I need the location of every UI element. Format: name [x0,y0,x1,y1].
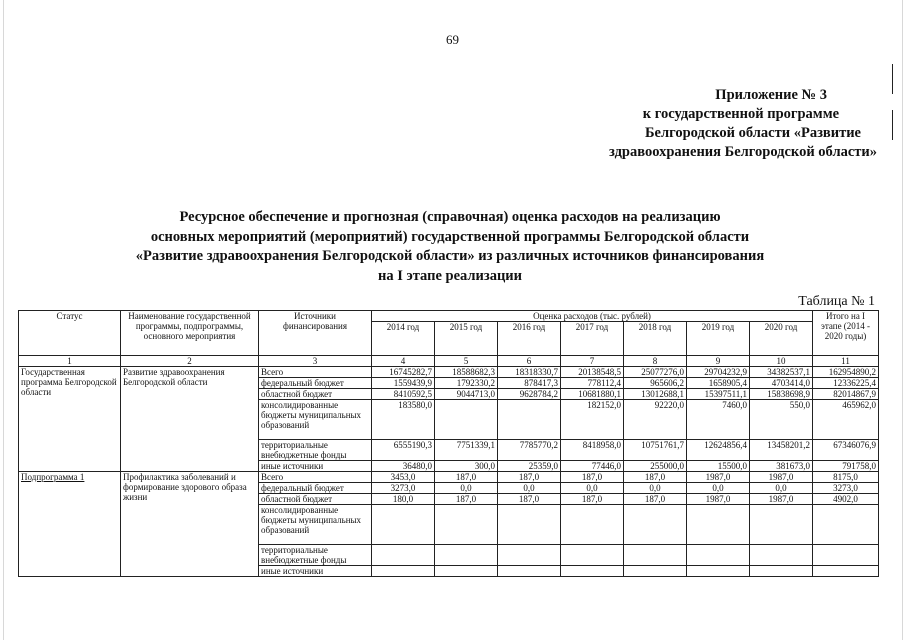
cell-value: 13458201,2 [750,440,813,461]
column-number: 11 [813,356,879,367]
cell-source: областной бюджет [259,494,372,505]
cell-value [813,545,879,566]
cell-source: территориальные внебюджетные фонды [259,545,372,566]
cell-value: 7785770,2 [498,440,561,461]
appendix-header [557,86,877,162]
cell-value [561,545,624,566]
cell-value: 7751339,1 [435,440,498,461]
cell-value: 8418958,0 [561,440,624,461]
cell-value: 9044713,0 [435,389,498,400]
cell-value: 1792330,2 [435,378,498,389]
cell-value: 8175,0 [813,472,879,483]
header-year: 2017 год [561,322,624,356]
cell-value: 10681880,1 [561,389,624,400]
column-number: 2 [121,356,259,367]
appendix-line: здравоохранения Белгородской области» [609,144,877,160]
scan-edge-right [902,0,903,640]
cell-value: 965606,2 [624,378,687,389]
cell-value: 187,0 [624,472,687,483]
cell-value [498,566,561,577]
cell-value: 1658905,4 [687,378,750,389]
cell-value [372,566,435,577]
appendix-line: к государственной программе [642,106,839,122]
cell-value: 778112,4 [561,378,624,389]
table-label: Таблица № 1 [798,294,875,309]
cell-value: 20138548,5 [561,367,624,378]
cell-value: 1987,0 [687,472,750,483]
table-row [19,472,879,483]
cell-value: 34382537,1 [750,367,813,378]
header-total: Итого на I этапе (2014 - 2020 годы) [813,311,879,356]
title-line: основных мероприятий (мероприятий) государственной программы Белгородской области [150,228,750,245]
cell-value: 187,0 [435,472,498,483]
cell-source: иные источники [259,566,372,577]
cell-value [561,566,624,577]
scan-mark [892,64,893,94]
cell-value: 29704232,9 [687,367,750,378]
cell-value: 878417,3 [498,378,561,389]
header-status: Статус [19,311,121,356]
cell-value: 15838698,9 [750,389,813,400]
column-number: 5 [435,356,498,367]
cell-value: 465962,0 [813,400,879,440]
cell-value: 18318330,7 [498,367,561,378]
cell-value: 0,0 [561,483,624,494]
cell-source: иные источники [259,461,372,472]
cell-value: 18588682,3 [435,367,498,378]
title-line: Ресурсное обеспечение и прогнозная (справочная) оценка расходов на реализацию [179,209,721,225]
cell-value [624,566,687,577]
cell-value [435,566,498,577]
cell-value: 0,0 [624,483,687,494]
column-number: 1 [19,356,121,367]
cell-source: территориальные внебюджетные фонды [259,440,372,461]
column-number: 10 [750,356,813,367]
title-line: «Развитие здравоохранения Белгородской области» из различных источников финансирования [135,248,765,264]
header-estimate: Оценка расходов (тыс. рублей) [372,311,813,322]
cell-source: консолидированные бюджеты муниципальных образований [259,505,372,545]
scan-mark [892,110,893,140]
cell-value: 187,0 [498,472,561,483]
cell-value [624,545,687,566]
column-number: 4 [372,356,435,367]
scan-edge-left [3,0,4,640]
cell-value: 13012688,1 [624,389,687,400]
cell-value: 15397511,1 [687,389,750,400]
cell-value: 7460,0 [687,400,750,440]
cell-value [435,545,498,566]
cell-source: федеральный бюджет [259,378,372,389]
cell-value: 25359,0 [498,461,561,472]
cell-value: 183580,0 [372,400,435,440]
cell-value [813,505,879,545]
header-year: 2016 год [498,322,561,356]
cell-value: 12336225,4 [813,378,879,389]
cell-value: 8410592,5 [372,389,435,400]
cell-value [372,545,435,566]
cell-source: областной бюджет [259,389,372,400]
cell-value: 36480,0 [372,461,435,472]
cell-value [435,505,498,545]
cell-value: 187,0 [498,494,561,505]
cell-value: 82014867,9 [813,389,879,400]
cell-source: консолидированные бюджеты муниципальных образований [259,400,372,440]
cell-source: Всего [259,472,372,483]
cell-value: 3273,0 [813,483,879,494]
cell-value: 162954890,2 [813,367,879,378]
cell-name: Профилактика заболеваний и формирование здорового образа жизни [121,472,259,577]
appendix-line: Белгородской области «Развитие [644,125,861,141]
cell-value [750,505,813,545]
cell-value: 4902,0 [813,494,879,505]
column-number: 3 [259,356,372,367]
table-row [19,367,879,378]
cell-source: Всего [259,367,372,378]
cell-value: 187,0 [624,494,687,505]
header-year: 2014 год [372,322,435,356]
cell-value: 0,0 [687,483,750,494]
cell-value [750,545,813,566]
cell-value: 0,0 [498,483,561,494]
cell-value [561,505,624,545]
cell-value [435,400,498,440]
cell-value: 187,0 [561,472,624,483]
cell-value: 0,0 [435,483,498,494]
appendix-number: Приложение № 3 [715,87,827,103]
header-name: Наименование государственной программы, подпрограммы, основного мероприятия [121,311,259,356]
cell-value: 67346076,9 [813,440,879,461]
title-line: на I этапе реализации [377,267,523,284]
cell-value: 381673,0 [750,461,813,472]
header-year: 2015 год [435,322,498,356]
cell-value [750,566,813,577]
cell-value: 1559439,9 [372,378,435,389]
header-year: 2019 год [687,322,750,356]
cell-source: федеральный бюджет [259,483,372,494]
cell-value: 16745282,7 [372,367,435,378]
document-title [100,208,800,286]
column-number: 7 [561,356,624,367]
cell-value: 12624856,4 [687,440,750,461]
cell-value: 187,0 [561,494,624,505]
cell-value: 92220,0 [624,400,687,440]
cell-value: 0,0 [750,483,813,494]
resource-table [18,310,879,577]
cell-value: 9628784,2 [498,389,561,400]
cell-value [498,545,561,566]
cell-value: 255000,0 [624,461,687,472]
cell-value [813,566,879,577]
cell-value: 25077276,0 [624,367,687,378]
cell-value: 182152,0 [561,400,624,440]
cell-value: 180,0 [372,494,435,505]
cell-value: 15500,0 [687,461,750,472]
cell-value [624,505,687,545]
cell-value [498,400,561,440]
cell-value: 3273,0 [372,483,435,494]
header-sources: Источники финансирования [259,311,372,356]
column-number: 6 [498,356,561,367]
header-year: 2020 год [750,322,813,356]
page-number: 69 [446,32,459,47]
cell-value: 1987,0 [687,494,750,505]
cell-name: Развитие здравоохранения Белгородской области [121,367,259,472]
cell-value: 6555190,3 [372,440,435,461]
cell-value: 10751761,7 [624,440,687,461]
cell-value: 300,0 [435,461,498,472]
column-number: 9 [687,356,750,367]
cell-value: 550,0 [750,400,813,440]
cell-status: Государственная программа Белгородской области [19,367,121,472]
cell-value: 1987,0 [750,472,813,483]
cell-value: 3453,0 [372,472,435,483]
header-year: 2018 год [624,322,687,356]
cell-status: Подпрограмма 1 [19,472,121,577]
cell-value [687,566,750,577]
cell-value [372,505,435,545]
cell-value [498,505,561,545]
cell-value: 1987,0 [750,494,813,505]
cell-value: 791758,0 [813,461,879,472]
cell-value [687,505,750,545]
column-number: 8 [624,356,687,367]
cell-value: 187,0 [435,494,498,505]
cell-value [687,545,750,566]
cell-value: 4703414,0 [750,378,813,389]
cell-value: 77446,0 [561,461,624,472]
